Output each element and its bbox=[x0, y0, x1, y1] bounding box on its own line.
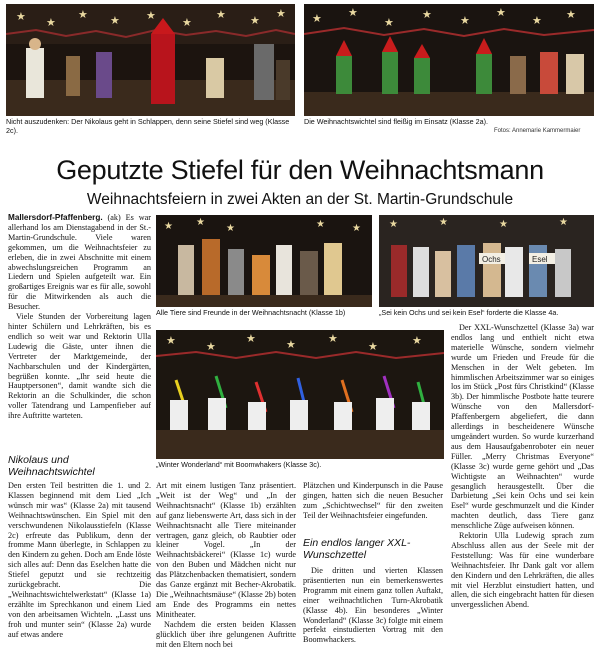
svg-text:★: ★ bbox=[312, 12, 322, 25]
svg-text:★: ★ bbox=[368, 340, 378, 353]
svg-text:★: ★ bbox=[196, 217, 205, 228]
caption-nikolaus: Nicht auszudenken: Der Nikolaus geht in Schlappen, denn seine Stiefel sind weg (Klasse 2c). bbox=[6, 117, 290, 135]
column-4-text-b: Rektorin Ulla Ludewig sprach zum Abschluss allen aus der Seele mit der Feststellung: Was für eine wunderbare Weihnachtsfeier. Ihr Dank galt vor allem den Kindern und den Lehrkräften, die alles mit viel Herzblut einstudiert hatten, und allen, die sich eingebracht hatten für diesen unvergesslichen Abend. bbox=[451, 531, 594, 610]
lead-text: (ak) Es war allerhand los am Dienstagabend in der St.-Martin-Grundschule. Viele waren gekommen, um die Weihnachtsfeier zu erleben, die in zwei Abschnitte mit einem abwechslungsreichen Programm an Liedern und Spielen aufgeteilt war. Ein großartiges Ereignis war es für alle, sowohl für die Mitwirkenden als auch die Besucher. bbox=[8, 213, 151, 312]
photo-winter-wonderland bbox=[156, 330, 444, 459]
column-2-text-b: Nachdem die ersten beiden Klassen glücklich über ihre gelungenen Auftritte mit den Eltern noch bei bbox=[156, 619, 296, 649]
svg-text:★: ★ bbox=[352, 223, 361, 234]
sign-esel: Esel bbox=[532, 255, 548, 264]
caption-wichtel: Die Weihnachtswichtel sind fleißig im Einsatz (Klasse 2a). bbox=[304, 117, 489, 126]
svg-text:★: ★ bbox=[166, 334, 176, 347]
svg-text:★: ★ bbox=[206, 340, 216, 353]
svg-text:★: ★ bbox=[46, 16, 56, 29]
svg-text:★: ★ bbox=[412, 334, 422, 347]
svg-text:★: ★ bbox=[78, 8, 88, 21]
photo-ochs-esel bbox=[379, 215, 594, 307]
photo-wichtel bbox=[304, 4, 594, 116]
svg-text:★: ★ bbox=[226, 223, 235, 234]
column-3-text: Plätzchen und Kinderpunsch in die Pause gingen, hatten sich die neuen Besucher zum „Schichtwechsel“ für den zweiten Teil der Weihnachtsfeier eingefunden. bbox=[303, 481, 443, 520]
svg-text:★: ★ bbox=[328, 332, 338, 345]
headline: Geputzte Stiefel für den Weihnachtsmann bbox=[56, 155, 544, 185]
column-2-text: Art mit einem lustigen Tanz präsentiert. „Weit ist der Weg“ und „In der Weihnachtsnacht“ (Klasse 1b) erzählten auf ganz liebenswerte Art, dass sich in der Weihnachtsnacht alle Tiere miteinander vertragen, ganz gleich, ob Raubtier oder kleiner Vogel. „In der Weihnachtsbäckerei“ (Klasse 1c) wurde von den Buben und Mädchen nicht nur das Plätzchenbacken thematisiert, sondern das Ganze ergänzt mit Becher-Akrobatik. Die „Weihnachtsmäuse“ (Klasse 2b) boten am Ende des Programms ein nettes Minitheater. bbox=[156, 481, 296, 619]
dateline: Mallersdorf-Pfaffenberg. bbox=[8, 213, 103, 222]
sign-ochs: Ochs bbox=[482, 255, 501, 264]
svg-text:★: ★ bbox=[460, 14, 470, 27]
svg-text:★: ★ bbox=[348, 6, 358, 19]
column-4-text: Der XXL-Wunschzettel (Klasse 3a) war endlos lang und enthielt nicht etwa materielle Wünsche, sondern vielmehr wurde um Frieden und Freude für die Menschen in der Welt gebeten. Im himmlischen Arbeitszimmer war so einiges los im Stück „Post fürs Christkind“ (Klasse 3b). Der himmlische Postbote hatte teurere Wünsche von den Mallersdorf-Pfaffenbergern abgeliefert, die dann allerdings in bescheidenere Wünsche umgeändert wurden. So wurde kurzerhand aus dem Hausaufgabenroboter ein neuer Füller. „Merry Christmas Everyone“ (Klasse 3c) wurde gerne gehört und „Das Wichtigste an Weihnachten“ wurde gesanglich herausgestellt. Über die Darbietung „Sei kein Ochs und sei kein Esel“ wurde geschmunzelt und die Kinder machten deutlich, dass Tiere ganz menschliche Züge aufweisen können. bbox=[451, 323, 594, 531]
column-4 bbox=[451, 323, 594, 655]
caption-ochs-esel: „Sei kein Ochs und sei kein Esel“ forderte die Klasse 4a. bbox=[379, 308, 559, 317]
photo-nikolaus bbox=[6, 4, 295, 116]
article-lead bbox=[8, 213, 151, 443]
svg-text:★: ★ bbox=[146, 9, 156, 22]
svg-text:★: ★ bbox=[389, 219, 398, 230]
column-3b-text: Die dritten und vierten Klassen präsentierten nun ein bemerkenswertes Programm mit einem ganz tollen Auftakt, einer weihnachtlichen Turn-Akrobatik (Klasse 4b). Ein besonderes „Winter Wonderland“ (Klasse 3c) folgte mit einem perfekt einstudierten Vortrag mit den Boomwhackers. bbox=[303, 566, 443, 645]
subheadline: Weihnachtsfeiern in zwei Akten an der St. Martin-Grundschule bbox=[86, 191, 514, 208]
paragraph-2: Viele Stunden der Vorbereitung lagen hinter Schülern und Lehrkräften, bis es endlich so weit war und Rektorin Ulla Ludewig die Gäste, unter ihnen die Vertreter der Marktgemeinde, der Nachbarschulen und der Kindergärten, begrüßen konnte. „Ihr seid heute die Hauptpersonen“, damit wandte sich die Rektorin an die Schulkinder, die schon voller Tatendrang und Lampenfieber auf ihre Auftritte warteten. bbox=[8, 312, 151, 421]
svg-text:★: ★ bbox=[496, 6, 506, 19]
svg-text:★: ★ bbox=[110, 14, 120, 27]
svg-text:★: ★ bbox=[164, 221, 173, 232]
svg-text:★: ★ bbox=[182, 16, 192, 29]
svg-text:★: ★ bbox=[276, 7, 286, 20]
svg-text:★: ★ bbox=[316, 219, 325, 230]
svg-text:★: ★ bbox=[499, 219, 508, 230]
photo-tiere bbox=[156, 215, 372, 307]
svg-text:★: ★ bbox=[559, 217, 568, 228]
paragraph-3-text: Den ersten Teil bestritten die 1. und 2. Klassen beginnend mit dem Lied „Ich wünsch mir was“ (Klasse 2a) mit tausend Weihnachtswünschen. Ein Spiel mit den verschwundenen Nikolausstiefeln (Klasse 2c) erfreute das Publikum, denn der fromme Mann überlegte, in Schlappen zu den Kindern zu gehen. Doch am Ende löste sich alles auf: Denn das Eselchen hatte die Stiefel geputzt und sie rechtzeitig zurückgebracht. Die „Weihnachtswichtelwerkstatt“ (Klasse 1a) erzählte im Sprechkanon und einem Lied von den arbeitsamen Wichteln. „Lasst uns froh und munter sein“ (Klasse 2a) wurde auf etwas andere bbox=[8, 481, 151, 639]
section-heading-nikolaus: Nikolaus und Weihnachtswichtel bbox=[8, 454, 95, 478]
caption-winter-wonderland: „Winter Wonderland“ mit Boomwhakers (Klasse 3c). bbox=[156, 460, 322, 469]
caption-tiere: Alle Tiere sind Freunde in der Weihnachtsnacht (Klasse 1b) bbox=[156, 308, 346, 317]
svg-text:★: ★ bbox=[16, 10, 26, 23]
svg-text:★: ★ bbox=[216, 8, 226, 21]
photo-credit: Fotos: Annemarie Kammermaier bbox=[494, 128, 581, 134]
svg-text:★: ★ bbox=[250, 14, 260, 27]
svg-text:★: ★ bbox=[566, 8, 576, 21]
column-3b bbox=[303, 566, 443, 654]
paragraph-3 bbox=[8, 481, 151, 653]
svg-text:★: ★ bbox=[286, 338, 296, 351]
svg-text:★: ★ bbox=[422, 8, 432, 21]
svg-text:★: ★ bbox=[246, 332, 256, 345]
svg-text:★: ★ bbox=[439, 217, 448, 228]
svg-text:★: ★ bbox=[532, 14, 542, 27]
column-3 bbox=[303, 481, 443, 533]
svg-text:★: ★ bbox=[384, 16, 394, 29]
column-2 bbox=[156, 481, 296, 653]
section-heading-wunschzettel: Ein endlos langer XXL-Wunschzettel bbox=[303, 537, 411, 561]
